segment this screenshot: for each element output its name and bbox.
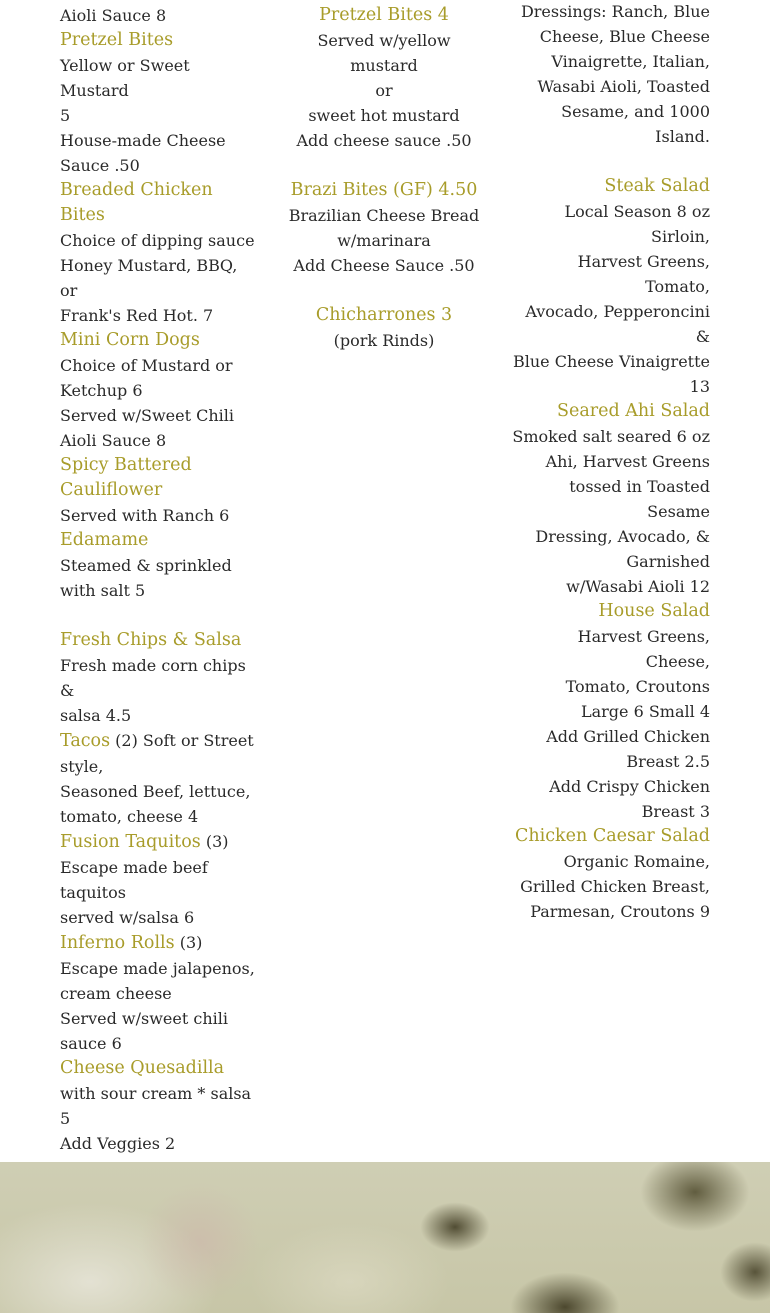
spacer — [284, 153, 484, 178]
menu-item-text: Parmesan, Croutons 9 — [530, 902, 710, 921]
menu-item-text: Add Cheese Sauce .50 — [293, 256, 475, 275]
menu-item-text: (3) — [200, 832, 229, 851]
menu-item-text: Sesame, and 1000 Island. — [561, 102, 710, 146]
menu-item-text: or — [375, 81, 393, 100]
menu-item-text: Add Grilled Chicken — [546, 727, 710, 746]
menu-item-text: Served with Ranch 6 — [60, 506, 230, 525]
menu-item-text: Seasoned Beef, lettuce, — [60, 782, 251, 801]
menu-item-title: Steak Salad — [604, 176, 710, 196]
menu-item-text: Grilled Chicken Breast, — [520, 877, 710, 896]
menu-item-title: Cauliflower — [60, 480, 163, 500]
menu-item-text: w/marinara — [337, 231, 431, 250]
menu-item-text: Aioli Sauce 8 — [60, 6, 167, 25]
menu-item-text: Dressings: Ranch, Blue — [520, 2, 710, 21]
menu-item-text: with sour cream * salsa — [60, 1084, 252, 1103]
menu-item-text: Honey Mustard, BBQ, or — [60, 256, 238, 300]
menu-item-text: Garnished — [626, 552, 710, 571]
menu-item-title: Chicharrones 3 — [315, 305, 453, 325]
menu-item-text: tomato, cheese 4 — [60, 807, 199, 826]
menu-item-title: Spicy Battered — [60, 455, 192, 475]
menu-item-text: Ahi, Harvest Greens — [545, 452, 710, 471]
menu-item-text: House-made Cheese — [60, 131, 226, 150]
menu-item-title: Brazi Bites (GF) 4.50 — [290, 180, 478, 200]
menu-item-text: Blue Cheese Vinaigrette — [512, 352, 710, 371]
menu-item-text: Choice of Mustard or — [60, 356, 233, 375]
menu-item-text: w/Wasabi Aioli 12 — [566, 577, 710, 596]
menu-item-title: Seared Ahi Salad — [557, 401, 710, 421]
menu-column-middle — [284, 3, 484, 353]
menu-item-title: Mini Corn Dogs — [60, 330, 200, 350]
menu-item-text: Yellow or Sweet Mustard — [60, 56, 190, 100]
menu-item-text: tossed in Toasted Sesame — [569, 477, 710, 521]
spacer — [284, 278, 484, 303]
photo-blur-patch — [720, 1242, 770, 1302]
menu-item-text: Avocado, Pepperoncini & — [525, 302, 710, 346]
menu-item-text: Escape made jalapenos, — [60, 959, 255, 978]
menu-item-text: Aioli Sauce 8 — [60, 431, 167, 450]
menu-item-title: Pretzel Bites 4 — [319, 5, 449, 25]
photo-blur-patch — [140, 1182, 260, 1302]
menu-item-text: Brazilian Cheese Bread — [288, 206, 480, 225]
menu-item-text: Harvest Greens, Tomato, — [577, 252, 710, 296]
menu-item-text: sauce 6 — [60, 1034, 122, 1053]
menu-item-title: Edamame — [60, 530, 149, 550]
menu-item-text: Dressing, Avocado, & — [535, 527, 710, 546]
food-photo — [0, 1162, 770, 1313]
menu-item-text: Smoked salt seared 6 oz — [512, 427, 710, 446]
menu-column-right — [510, 0, 710, 924]
menu-item-text: Cheese, Blue Cheese — [539, 27, 710, 46]
menu-item-text: Large 6 Small 4 — [580, 702, 710, 721]
menu-item-title: Fresh Chips & Salsa — [60, 630, 242, 650]
menu-item-text: Steamed & sprinkled — [60, 556, 232, 575]
menu-item-text: served w/salsa 6 — [60, 908, 195, 927]
menu-item-text: Escape made beef — [60, 858, 208, 877]
photo-blur-patch — [510, 1272, 620, 1313]
menu-item-text: sweet hot mustard — [308, 106, 460, 125]
menu-item-text: Breast 3 — [641, 802, 710, 821]
menu-item-text: Tomato, Croutons — [565, 677, 710, 696]
menu-item-text: Add Crispy Chicken — [549, 777, 710, 796]
menu-item-text: cream cheese — [60, 984, 172, 1003]
menu-item-title: Pretzel Bites — [60, 30, 174, 50]
menu-item-text: taquitos — [60, 883, 126, 902]
menu-item-text: (2) Soft or Street — [110, 731, 254, 750]
menu-item-title: Tacos — [60, 731, 111, 751]
menu-item-text: (3) — [174, 933, 203, 952]
menu-item-text: Local Season 8 oz Sirloin, — [564, 202, 710, 246]
spacer — [60, 603, 255, 628]
menu-item-text: salsa 4.5 — [60, 706, 132, 725]
menu-item-text: 13 — [689, 377, 710, 396]
menu-item-text: Organic Romaine, — [563, 852, 710, 871]
menu-item-text: Wasabi Aioli, Toasted — [537, 77, 710, 96]
menu-item-text: Add Veggies 2 — [60, 1134, 176, 1153]
photo-blur-patch — [420, 1202, 490, 1252]
menu-item-text: Fresh made corn chips & — [60, 656, 246, 700]
menu-item-heading-line — [60, 930, 255, 956]
menu-item-text: (pork Rinds) — [333, 331, 435, 350]
menu-item-title: Breaded Chicken Bites — [60, 180, 213, 225]
menu-item-text: Harvest Greens, Cheese, — [577, 627, 710, 671]
menu-item-text: Add cheese sauce .50 — [296, 131, 472, 150]
menu-item-text: Choice of dipping sauce — [60, 231, 255, 250]
photo-blur-patch — [640, 1162, 750, 1232]
menu-column-left — [60, 3, 255, 1206]
menu-item-text: Vinaigrette, Italian, — [551, 52, 710, 71]
spacer — [510, 149, 710, 174]
photo-blur-patch — [250, 1222, 450, 1313]
menu-item-title: Inferno Rolls — [60, 933, 175, 953]
menu-item-text: Sauce .50 — [60, 156, 140, 175]
menu-item-title: Chicken Caesar Salad — [514, 826, 710, 846]
menu-item-text: Breast 2.5 — [626, 752, 710, 771]
menu-item-title: House Salad — [598, 601, 710, 621]
menu-item-heading-line — [60, 728, 255, 754]
menu-item-text: 5 — [60, 106, 71, 125]
menu-item-title: Fusion Taquitos — [60, 832, 201, 852]
menu-item-text: Served w/yellow mustard — [317, 31, 451, 75]
menu-item-heading-line — [60, 829, 255, 855]
menu-item-text: Frank's Red Hot. 7 — [60, 306, 214, 325]
menu-item-text: style, — [60, 757, 104, 776]
menu-item-title: Cheese Quesadilla — [60, 1058, 225, 1078]
menu-item-text: Ketchup 6 — [60, 381, 143, 400]
menu-item-text: Served w/Sweet Chili — [60, 406, 235, 425]
menu-item-text: with salt 5 — [60, 581, 146, 600]
menu-item-text: Served w/sweet chili — [60, 1009, 228, 1028]
menu-item-text: 5 — [60, 1109, 71, 1128]
